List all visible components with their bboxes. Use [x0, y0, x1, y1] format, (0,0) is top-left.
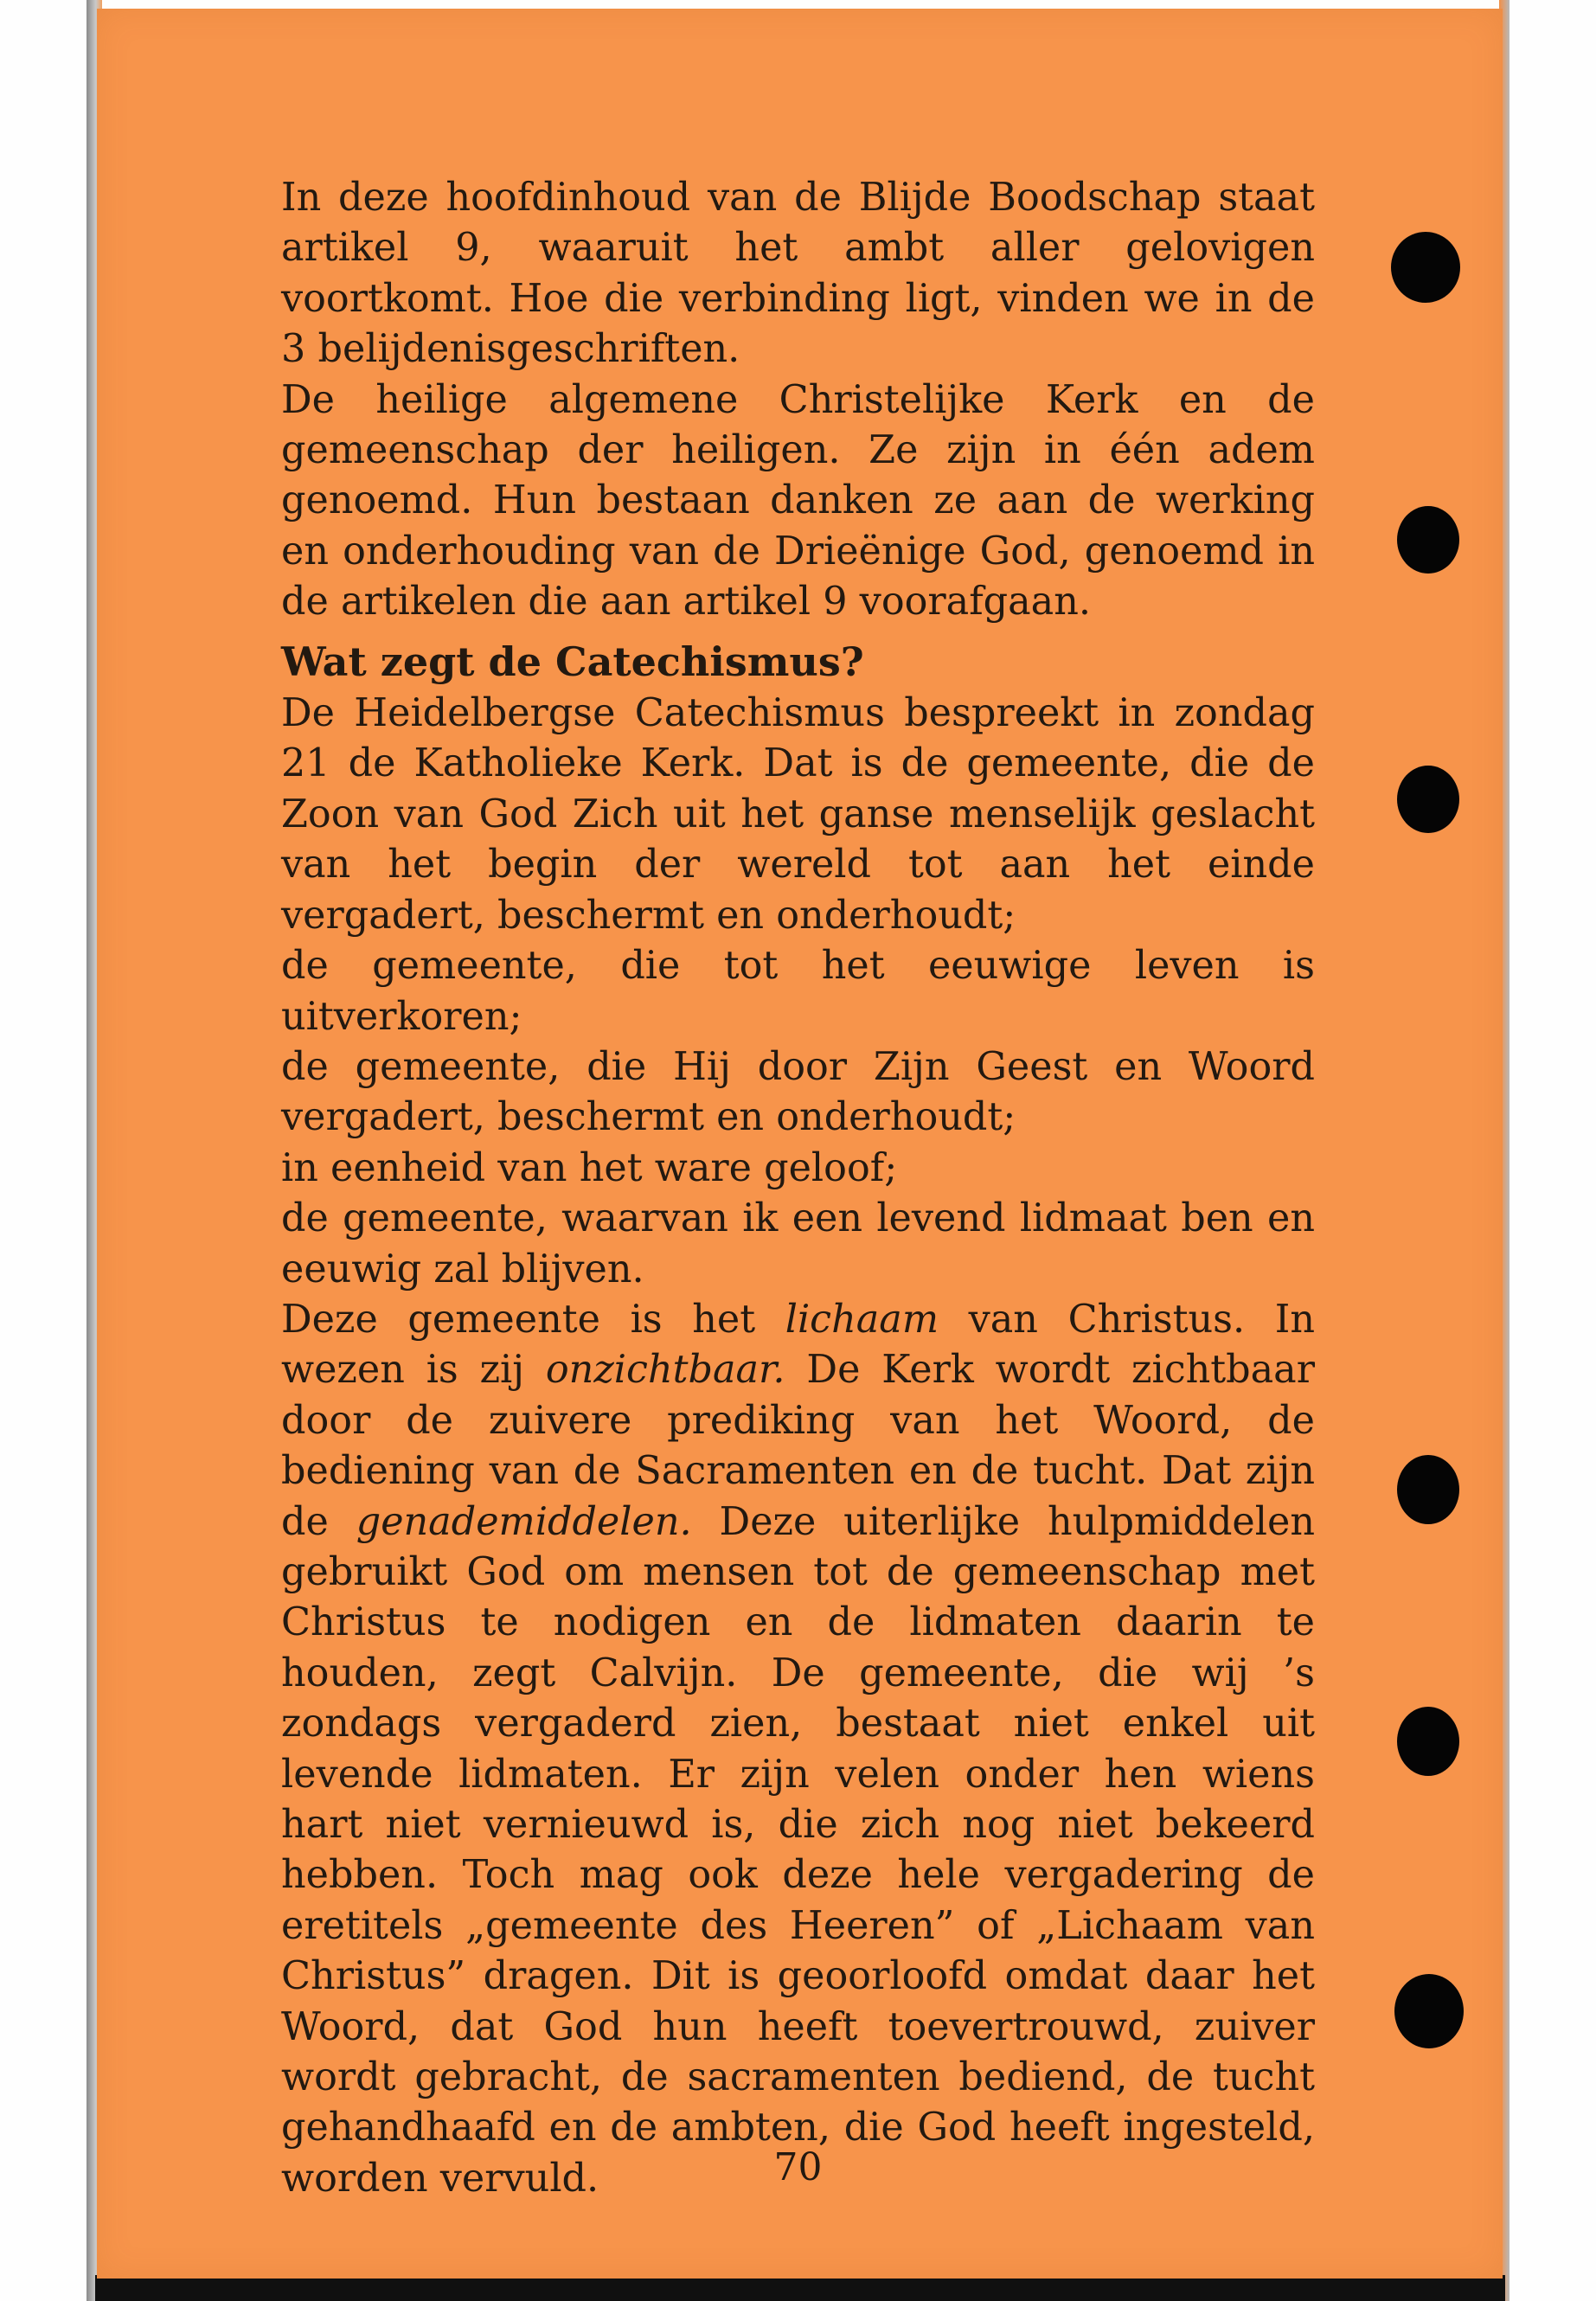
- page-number: 70: [773, 2145, 823, 2189]
- italic-genademiddelen: genademiddelen.: [356, 1499, 692, 1544]
- paragraph-8: [281, 1295, 1315, 2204]
- italic-onzichtbaar: onzichtbaar.: [545, 1348, 785, 1393]
- punch-hole-4: [1397, 1455, 1459, 1524]
- paragraph-4: de gemeente, die tot het eeuwige leven is uitverkoren;: [281, 944, 1315, 1039]
- text-run: Deze gemeente is het: [281, 1297, 785, 1342]
- paragraph-7: de gemeente, waarvan ik een levend lidmaat ben en eeuwig zal blijven.: [281, 1196, 1315, 1292]
- text-run: van Christus. In wezen is zij: [281, 1297, 1315, 1393]
- punch-hole-3: [1397, 766, 1459, 833]
- punch-hole-6: [1394, 1974, 1464, 2048]
- paragraph-5: de gemeente, die Hij door Zijn Geest en Woord vergadert, beschermt en onderhoudt;: [281, 1044, 1315, 1140]
- punch-hole-1: [1391, 232, 1460, 303]
- text-run: De Kerk wordt zichtbaar door de zuivere prediking van het Woord, de bediening van de Sacramenten en de tucht. Dat zijn de: [281, 1348, 1315, 1544]
- paragraph-2: De heilige algemene Christelijke Kerk en de gemeenschap der heiligen. Ze zijn in één adem genoemd. Hun bestaan danken ze aan de werking en onderhouding van de Drieënige God, genoemd in de artikelen die aan artikel 9 voorafgaan.: [281, 377, 1315, 625]
- paragraph-1: In deze hoofdinhoud van de Blijde Boodschap staat artikel 9, waaruit het ambt aller gelovigen voortkomt. Hoe die verbinding ligt, vinden we in de 3 belijdenisgeschriften.: [281, 176, 1315, 372]
- punch-hole-5: [1397, 1707, 1459, 1776]
- paragraph-6: in eenheid van het ware geloof;: [281, 1145, 898, 1190]
- italic-lichaam: lichaam: [785, 1297, 939, 1342]
- bottom-scan-edge: [95, 2275, 1505, 2301]
- text-run: Deze uiterlijke hulpmiddelen gebruikt God om mensen tot de gemeenschap met Christus te nodigen en de lidmaten daarin te houden, zegt Calvijn. De gemeente, die wij ’s zondags vergaderd zien, bestaat niet enkel uit levende lidmaten. Er zijn velen onder hen wiens hart niet vernieuwd is, die zich nog niet bekeerd hebben. Toch mag ook deze hele vergadering de eretitels „gemeente des Heeren” of „Lichaam van Christus” dragen. Dit is geoorloofd omdat daar het Woord, dat God hun heeft toevertrouwd, zuiver wordt gebracht, de sacramenten bediend, de tucht gehandhaafd en de ambten, die God heeft ingesteld, worden vervuld.: [281, 1499, 1315, 2201]
- section-heading: Wat zegt de Catechismus?: [281, 638, 864, 685]
- paragraph-3: De Heidelbergse Catechismus bespreekt in zondag 21 de Katholieke Kerk. Dat is de gemeente, die de Zoon van God Zich uit het ganse menselijk geslacht van het begin der wereld tot aan het einde vergadert, beschermt en onderhoudt;: [281, 691, 1315, 938]
- body-text: [281, 173, 1315, 2204]
- punch-hole-2: [1397, 506, 1459, 574]
